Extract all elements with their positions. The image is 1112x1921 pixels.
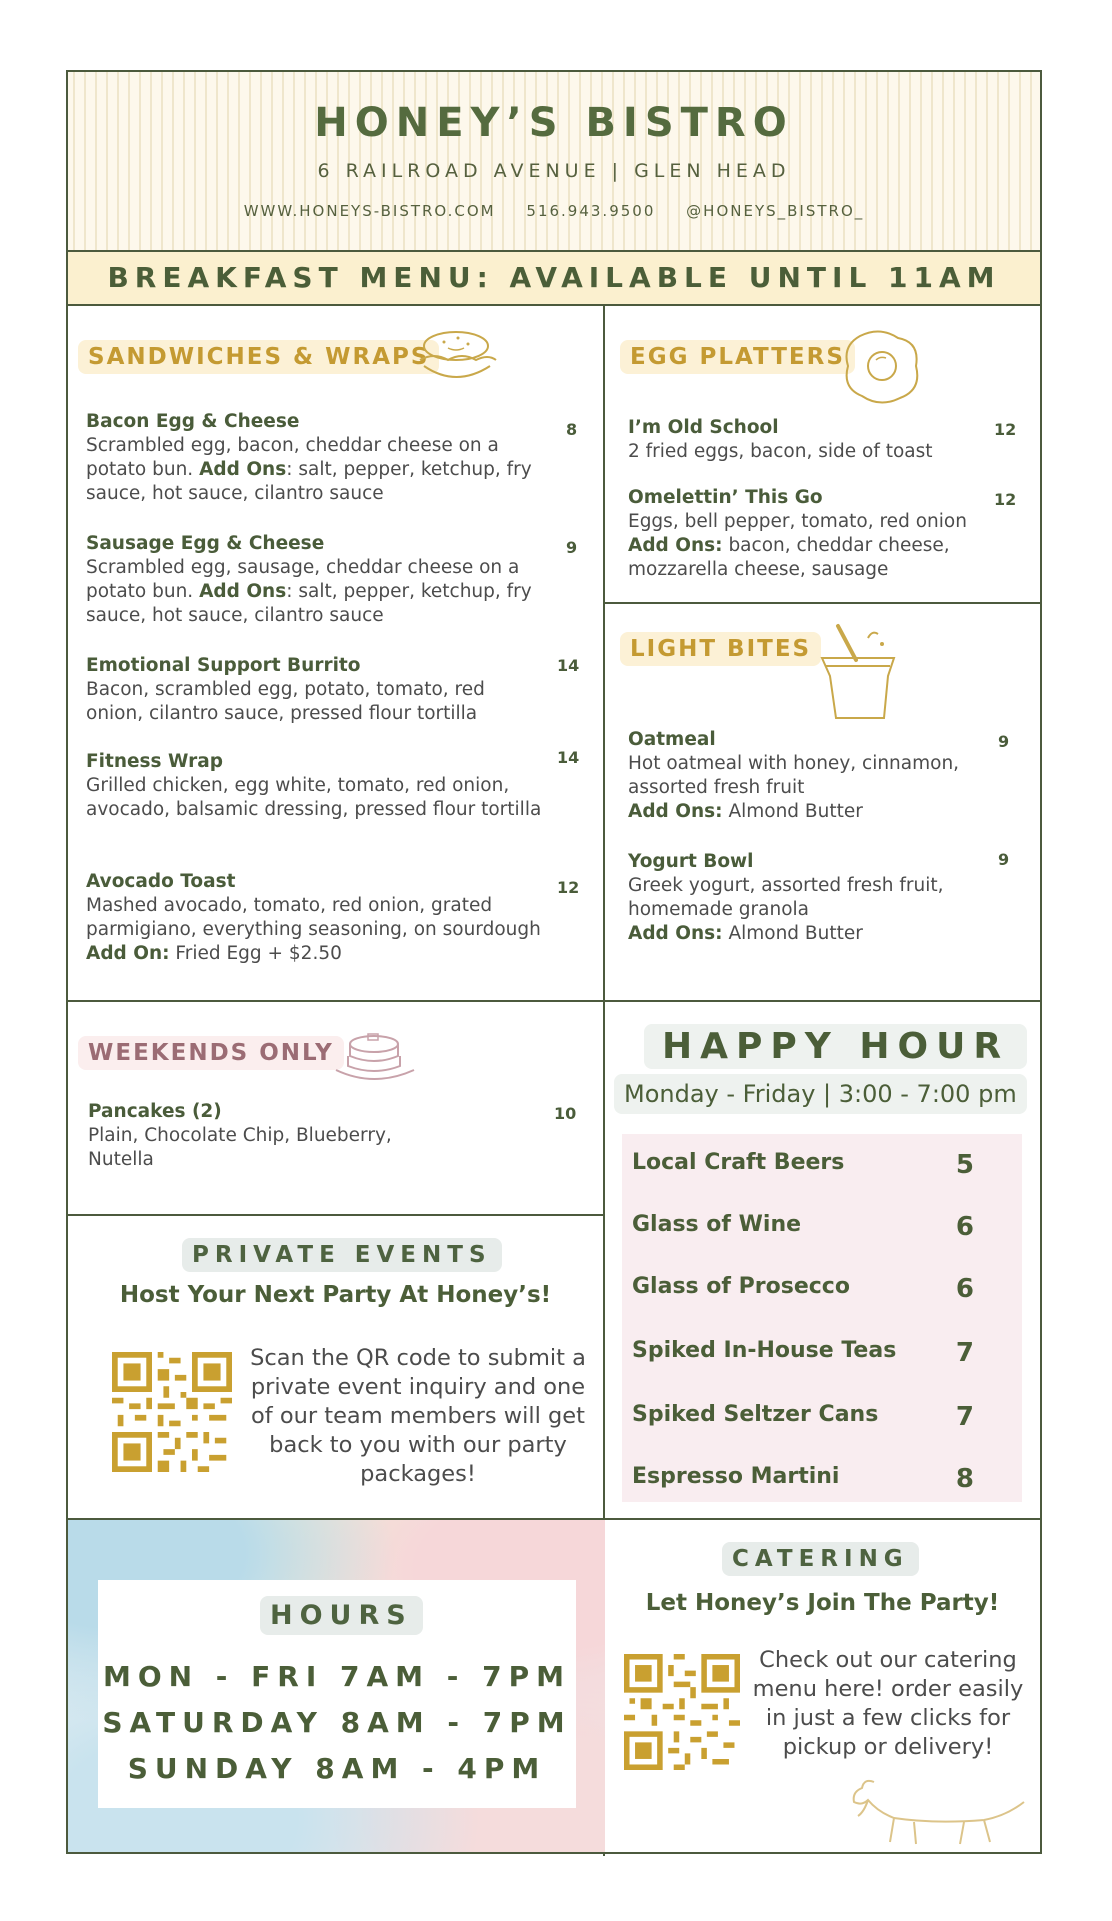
private-events-heading: PRIVATE EVENTS bbox=[182, 1238, 502, 1272]
happy-hour-price: 7 bbox=[955, 1402, 974, 1432]
bagel-sandwich-icon bbox=[414, 328, 500, 386]
item-price: 12 bbox=[557, 878, 580, 897]
private-events-subheading: Host Your Next Party At Honey’s! bbox=[119, 1282, 552, 1308]
item-name: Avocado Toast bbox=[86, 871, 236, 892]
fried-egg-icon bbox=[840, 328, 924, 408]
item-price: 9 bbox=[998, 732, 1010, 751]
menu-item: Emotional Support Burrito Bacon, scrambled egg, potato, tomato, red onion, cilantro sauce, pressed flour tortilla bbox=[86, 654, 544, 726]
item-price: 14 bbox=[557, 656, 580, 675]
item-name: Pancakes (2) bbox=[88, 1101, 222, 1122]
happy-hour-item: Glass of Prosecco 6 bbox=[632, 1274, 974, 1304]
item-name: Yogurt Bowl bbox=[628, 851, 754, 872]
item-name: Bacon Egg & Cheese bbox=[86, 411, 300, 432]
sandwiches-heading: SANDWICHES & WRAPS bbox=[78, 340, 439, 374]
divider-breakfast-bottom bbox=[68, 1000, 1040, 1002]
yogurt-cup-icon bbox=[808, 620, 908, 724]
website-link[interactable]: WWW.HONEYS-BISTRO.COM bbox=[243, 202, 496, 220]
happy-hour-item: Local Craft Beers 5 bbox=[632, 1150, 974, 1180]
private-events-text: Scan the QR code to submit a private event inquiry and one of our team members will get back to you with our party packages! bbox=[250, 1345, 586, 1487]
item-price: 9 bbox=[998, 850, 1010, 869]
social-handle[interactable]: @HONEYS_BISTRO_ bbox=[686, 202, 865, 220]
pancakes-icon bbox=[330, 1026, 420, 1086]
menu-item: Pancakes (2) Plain, Chocolate Chip, Blueberry, Nutella bbox=[88, 1100, 428, 1172]
happy-hour-item: Spiked In-House Teas 7 bbox=[632, 1338, 974, 1368]
item-name: Emotional Support Burrito bbox=[86, 655, 361, 676]
light-bites-heading: LIGHT BITES bbox=[620, 632, 821, 666]
contact-line bbox=[68, 202, 1040, 220]
item-price: 10 bbox=[554, 1104, 577, 1123]
item-name: Sausage Egg & Cheese bbox=[86, 533, 325, 554]
item-price: 8 bbox=[566, 420, 578, 439]
qr-code-icon[interactable] bbox=[624, 1654, 740, 1770]
happy-hour-price: 8 bbox=[955, 1464, 974, 1494]
item-name: I’m Old School bbox=[628, 417, 779, 438]
happy-hour-title: HAPPY HOUR bbox=[644, 1024, 1027, 1069]
eggs-heading: EGG PLATTERS bbox=[620, 340, 855, 374]
divider-eggs-light bbox=[605, 602, 1040, 604]
breakfast-banner: BREAKFAST MENU: AVAILABLE UNTIL 11AM bbox=[68, 250, 1040, 306]
happy-hour-panel bbox=[622, 1134, 1022, 1502]
menu-item: Sausage Egg & Cheese Scrambled egg, sausage, cheddar cheese on a potato bun. Add Ons: salt, pepper, ketchup, fry sauce, hot sauce, cilantro sauce bbox=[86, 532, 544, 628]
menu-item: Oatmeal Hot oatmeal with honey, cinnamon, assorted fresh fruit Add Ons: Almond Butter bbox=[628, 728, 988, 824]
hours-heading: HOURS bbox=[260, 1596, 423, 1635]
menu-frame bbox=[66, 70, 1042, 1854]
qr-code-icon[interactable] bbox=[112, 1352, 232, 1472]
item-price: 12 bbox=[994, 420, 1017, 439]
hours-card bbox=[98, 1580, 576, 1808]
menu-item: Omelettin’ This Go Eggs, bell pepper, tomato, red onion Add Ons: bacon, cheddar cheese, mozzarella cheese, sausage bbox=[628, 486, 1008, 582]
happy-hour-item: Spiked Seltzer Cans 7 bbox=[632, 1402, 974, 1432]
catering-heading: CATERING bbox=[722, 1542, 919, 1576]
item-price: 9 bbox=[566, 538, 578, 557]
menu-item: Fitness Wrap Grilled chicken, egg white, tomato, red onion, avocado, balsamic dressing, pressed flour tortilla bbox=[86, 750, 544, 822]
happy-hour-price: 5 bbox=[955, 1150, 974, 1180]
weekends-heading: WEEKENDS ONLY bbox=[78, 1036, 344, 1070]
item-price: 14 bbox=[557, 748, 580, 767]
menu-item: Avocado Toast Mashed avocado, tomato, red onion, grated parmigiano, everything seasoning, on sourdough Add On: Fried Egg + $2.50 bbox=[86, 870, 544, 966]
menu-item: Yogurt Bowl Greek yogurt, assorted fresh fruit, homemade granola Add Ons: Almond Butter bbox=[628, 850, 988, 946]
hours-saturday: SATURDAY 8AM - 7PM bbox=[102, 1706, 572, 1739]
happy-hour-price: 7 bbox=[955, 1338, 974, 1368]
menu-header bbox=[68, 72, 1040, 250]
hours-sunday: SUNDAY 8AM - 4PM bbox=[127, 1752, 547, 1785]
hours-weekday: MON - FRI 7AM - 7PM bbox=[102, 1660, 572, 1693]
item-name: Omelettin’ This Go bbox=[628, 487, 823, 508]
menu-item: Bacon Egg & Cheese Scrambled egg, bacon, cheddar cheese on a potato bun. Add Ons: salt, pepper, ketchup, fry sauce, hot sauce, cilantro sauce bbox=[86, 410, 544, 506]
catering-text: Check out our catering menu here! order easily in just a few clicks for pickup or delivery! bbox=[752, 1647, 1024, 1760]
menu-item: I’m Old School 2 fried eggs, bacon, side of toast bbox=[628, 416, 1008, 464]
happy-hour-item: Glass of Wine 6 bbox=[632, 1212, 974, 1242]
dachshund-dog-icon bbox=[834, 1772, 1034, 1856]
restaurant-name: HONEY’S BISTRO bbox=[314, 100, 794, 146]
catering-subheading: Let Honey’s Join The Party! bbox=[645, 1590, 1000, 1616]
happy-hour-days: Monday - Friday | 3:00 - 7:00 pm bbox=[614, 1074, 1027, 1114]
item-price: 12 bbox=[994, 490, 1017, 509]
happy-hour-item: Espresso Martini 8 bbox=[632, 1464, 974, 1494]
phone-number[interactable]: 516.943.9500 bbox=[526, 202, 656, 220]
item-name: Fitness Wrap bbox=[86, 751, 223, 772]
happy-hour-price: 6 bbox=[955, 1274, 974, 1304]
divider-weekends-events bbox=[68, 1214, 603, 1216]
hours-marble-background bbox=[68, 1520, 605, 1852]
happy-hour-price: 6 bbox=[955, 1212, 974, 1242]
restaurant-address: 6 RAILROAD AVENUE | GLEN HEAD bbox=[317, 160, 791, 182]
item-name: Oatmeal bbox=[628, 729, 716, 750]
